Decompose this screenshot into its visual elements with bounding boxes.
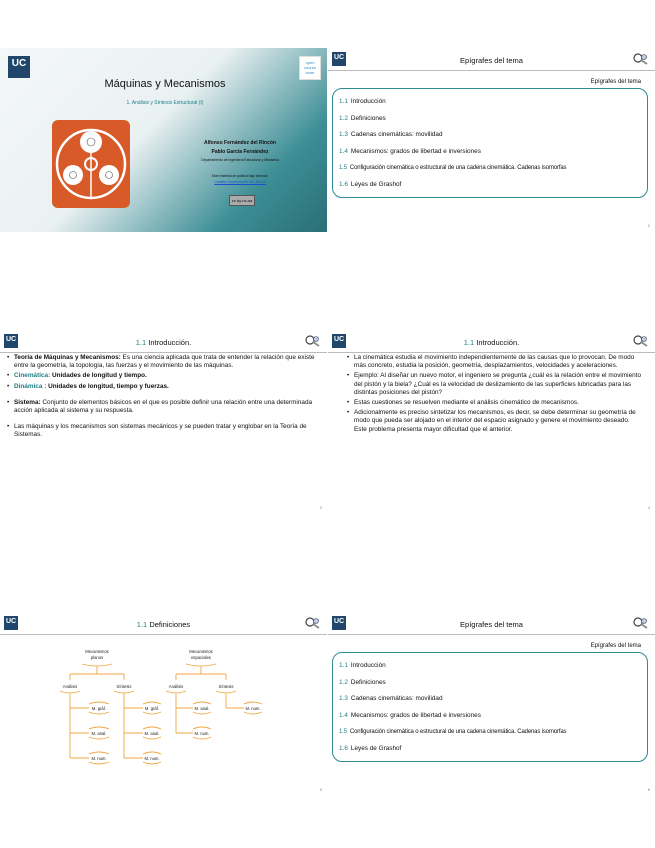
slide-header bbox=[0, 330, 327, 353]
bullet-item: • Teoría de Máquinas y Mecanismos: Es una ciencia aplicada que trata de entender la relación que existe entre la geometría, la topología, las fuerzas y el movimiento de las máquinas. bbox=[6, 354, 318, 370]
node-analytic: M. anal. bbox=[91, 731, 107, 736]
toc-item[interactable]: 1.3 Cadenas cinemáticas: movilidad bbox=[339, 695, 443, 702]
slide-header bbox=[0, 612, 327, 635]
bullet-list bbox=[6, 354, 318, 442]
toc-item[interactable]: 1.6 Leyes de Grashof bbox=[339, 744, 402, 752]
slide-header bbox=[328, 330, 655, 353]
node-graphic: M. gráf. bbox=[144, 706, 160, 711]
license-text: Este material se publica bajo licencia: bbox=[211, 174, 269, 178]
bullet-item: • Sistema: Conjunto de elementos básicos en el que es posible definir una relación entre una determinada acción aplicada al sistema y su respuesta. bbox=[6, 399, 318, 415]
intro-slide-1 bbox=[0, 330, 327, 514]
toc-slide-1 bbox=[328, 48, 655, 232]
toc-box bbox=[332, 652, 648, 762]
node-synthesis: Síntesis bbox=[218, 684, 234, 689]
uc-logo: UC bbox=[4, 616, 18, 630]
slide-header bbox=[328, 612, 655, 635]
uc-logo: UC bbox=[8, 56, 30, 78]
toc-item[interactable]: 1.1 Introducción bbox=[339, 98, 386, 105]
node-analytic: M. anal. bbox=[194, 706, 210, 711]
bullet-list bbox=[346, 354, 642, 436]
cover-slide bbox=[0, 48, 327, 232]
bullet-item: • Ejemplo: Al diseñar un nuevo motor, el ingeniero se pregunta ¿cuál es la relación entre el movimiento del pistón y la biela? ¿Cuál es la velocidad de deslizamiento de las superficies lubricadas para las distintas posiciones del pistón? bbox=[346, 372, 642, 397]
tools-icon bbox=[305, 335, 321, 347]
bullet-item: • Estas cuestiones se resuelven mediante el análisis cinemático de mecanismos. bbox=[346, 399, 642, 407]
toc-item[interactable]: 1.4 Mecanismos: grados de libertad e inversiones bbox=[339, 711, 481, 719]
toc-item[interactable]: 1.5 Configuración cinemática o estructural de una cadena cinemática. Cadenas isomorfas bbox=[339, 729, 567, 735]
page-mark: 4 bbox=[647, 505, 650, 510]
page-mark: 2 bbox=[647, 223, 650, 228]
uc-logo: UC bbox=[332, 616, 346, 630]
uc-logo: UC bbox=[332, 52, 346, 66]
slide-header bbox=[328, 48, 655, 71]
slide-title: 1.1 Definiciones bbox=[136, 620, 191, 629]
toc-item[interactable]: 1.1 Introducción bbox=[339, 662, 386, 669]
node-numeric: M. num. bbox=[91, 756, 107, 761]
bullet-item: • Las máquinas y los mecanismos son sistemas mecánicos y se pueden tratar y englobar en la Teoría de Sistemas. bbox=[6, 423, 318, 439]
mechanism-classification-tree bbox=[0, 636, 327, 786]
bullet-item: • La cinemática estudia el movimiento independientemente de las causas que lo provocan. De modo más concreto, estudia la posición, geometría, desplazamientos, velocidades y aceleraciones. bbox=[346, 354, 642, 370]
node-spatial-l1: Mecanismos bbox=[189, 649, 213, 654]
gear-mechanism-image bbox=[52, 120, 130, 208]
toc-item[interactable]: 1.4 Mecanismos: grados de libertad e inversiones bbox=[339, 147, 481, 155]
toc-item[interactable]: 1.6 Leyes de Grashof bbox=[339, 180, 402, 188]
definitions-slide bbox=[0, 612, 327, 796]
toc-slide-2 bbox=[328, 612, 655, 796]
cover-subtitle: 1. Análisis y Síntesis Estructural (I) bbox=[126, 100, 204, 106]
author-2: Pablo García Fernández bbox=[211, 149, 269, 155]
node-numeric: M. num. bbox=[144, 756, 160, 761]
author-1: Alfonso Fernández del Rincón bbox=[204, 140, 276, 146]
node-spatial-l2: espaciales bbox=[191, 655, 211, 660]
toc-box bbox=[332, 88, 648, 198]
opencourseware-logo: open course ware bbox=[299, 56, 321, 80]
toc-item[interactable]: 1.2 Definiciones bbox=[339, 114, 386, 122]
department: Departamento de Ingeniería Estructural y Mecánica bbox=[201, 158, 279, 162]
node-planar-l1: Mecanismos bbox=[85, 649, 109, 654]
page-mark: 5 bbox=[319, 787, 322, 792]
slide-title: Epígrafes del tema bbox=[460, 620, 523, 629]
toc-item[interactable]: 1.5 Configuración cinemática o estructural de una cadena cinemática. Cadenas isomorfas bbox=[339, 165, 567, 171]
uc-logo: UC bbox=[4, 334, 18, 348]
slide-title: 1.1 Introducción. bbox=[463, 338, 520, 347]
cover-title: Máquinas y Mecanismos bbox=[104, 78, 226, 90]
toc-box-label: Epígrafes del tema bbox=[590, 643, 641, 649]
tools-icon bbox=[305, 617, 321, 629]
page-mark: 3 bbox=[319, 505, 322, 510]
toc-item[interactable]: 1.3 Cadenas cinemáticas: movilidad bbox=[339, 131, 443, 138]
uc-logo: UC bbox=[332, 334, 346, 348]
tools-icon bbox=[633, 53, 649, 65]
toc-item[interactable]: 1.2 Definiciones bbox=[339, 678, 386, 686]
tools-icon bbox=[633, 617, 649, 629]
slide-title: Epígrafes del tema bbox=[460, 56, 523, 65]
intro-slide-2 bbox=[328, 330, 655, 514]
bullet-item: • Cinemática: Unidades de longitud y tiempo. bbox=[6, 372, 318, 380]
license-link[interactable]: Creative Commons BY-NC-SA 4.0 bbox=[214, 180, 266, 184]
node-analysis: Análisis bbox=[168, 684, 184, 689]
cc-license-badge: cc by-nc-sa bbox=[229, 195, 255, 206]
node-planar-l2: planos bbox=[90, 655, 104, 660]
tools-icon bbox=[633, 335, 649, 347]
node-analytic: M. anal. bbox=[144, 731, 160, 736]
node-numeric: M. num. bbox=[194, 731, 210, 736]
node-synthesis: Síntesis bbox=[116, 684, 132, 689]
bullet-item: • Dinámica : Unidades de longitud, tiempo y fuerzas. bbox=[6, 383, 318, 391]
node-analysis: Análisis bbox=[62, 684, 78, 689]
slide-title: 1.1 Introducción. bbox=[135, 338, 192, 347]
node-numeric: M. num. bbox=[245, 706, 261, 711]
bullet-item: • Adicionalmente es preciso sintetizar los mecanismos, es decir, se debe determinar su geometría de modo que pueda ser alojado en el interior del espacio asignado y genere el movimiento deseado. Este problema presenta mayor dificultad que el anterior. bbox=[346, 409, 642, 434]
node-graphic: M. gráf. bbox=[91, 706, 107, 711]
toc-box-label: Epígrafes del tema bbox=[590, 79, 641, 85]
page-mark: 6 bbox=[647, 787, 650, 792]
